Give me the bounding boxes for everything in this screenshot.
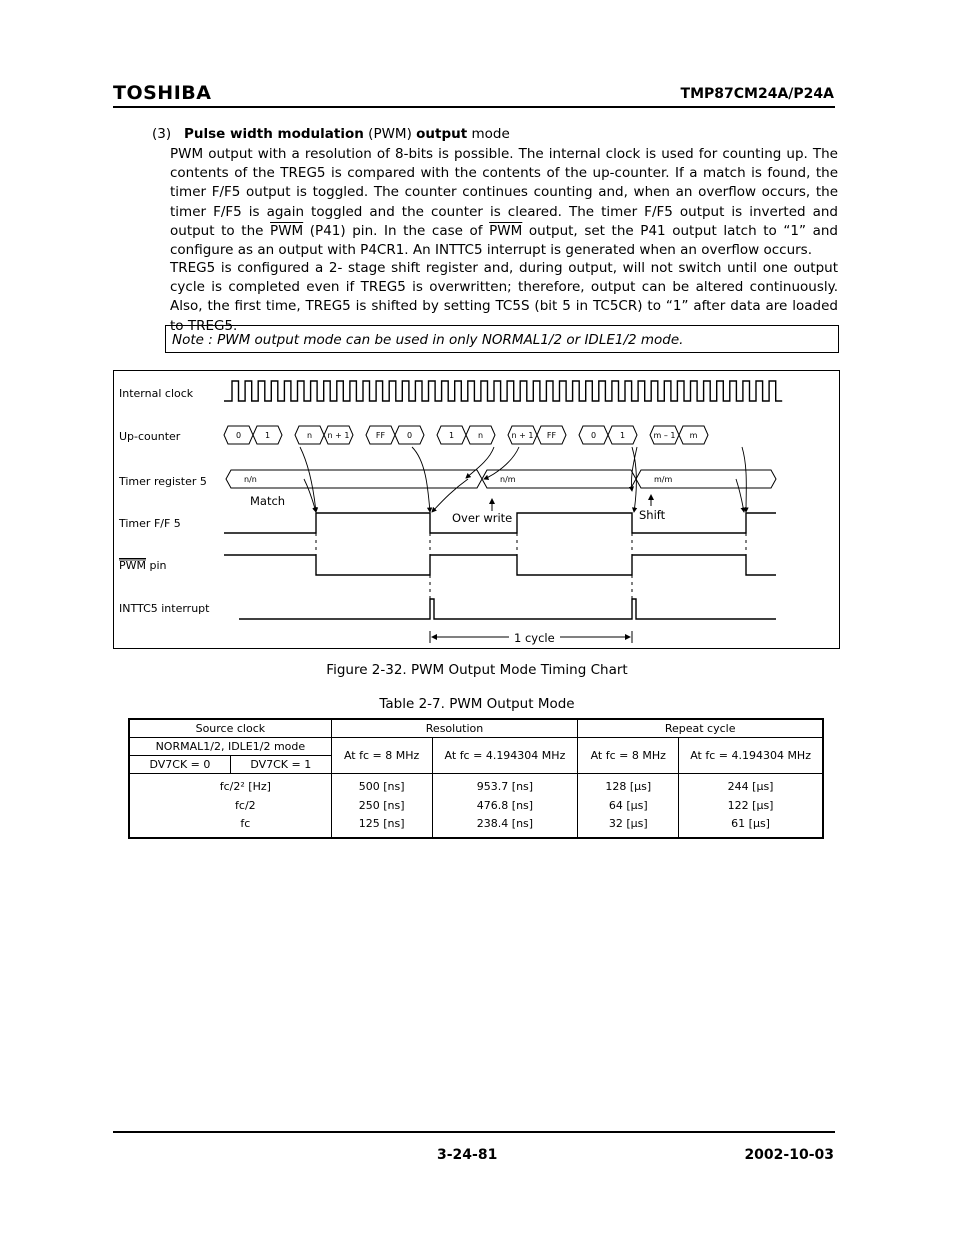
label-timer-ff: Timer F/F 5 [119, 517, 181, 530]
counter-value: 1 [264, 431, 271, 440]
counter-value: 0 [406, 431, 413, 440]
timing-chart [113, 370, 840, 649]
section-number: (3) [152, 126, 172, 142]
pwm-overline-a: $\overline{PWM}$ [270, 222, 304, 239]
counter-value: n + 1 [511, 431, 534, 440]
col-res8 [331, 774, 432, 838]
guide-lines [316, 533, 746, 599]
label-pwm-pin-rest: pin [146, 559, 167, 572]
cell-rep8-2: 32 [μs] [608, 817, 648, 830]
cell-res8-1: 250 [ns] [358, 798, 405, 812]
cell-res8-2: 125 [ns] [358, 817, 405, 830]
document-date: 2002-10-03 [744, 1147, 834, 1163]
register-value: m/m [654, 475, 673, 484]
cell-res4-0: 953.7 [ns] [476, 780, 534, 793]
section-title-bold-1: Pulse width modulation [184, 126, 364, 142]
cell-source-0: fc/2² [Hz] [219, 780, 271, 793]
counter-segment [537, 426, 566, 444]
counter-segment [466, 426, 495, 444]
cell-source-2: fc [240, 817, 251, 830]
up-counter-bus [224, 426, 708, 444]
counter-value: FF [375, 431, 386, 440]
part-number: TMP87CM24A/P24A [680, 86, 834, 102]
annotation-over-write: Over write [452, 511, 513, 525]
counter-segment [295, 426, 324, 444]
counter-segment [579, 426, 608, 444]
counter-segment [366, 426, 395, 444]
paragraph-2: TREG5 is configured a 2- stage shift register and, during output, will not switch until one output cycle is completed even if TREG5 is overwritten; therefore, output can be altered continuously. Also, the first time, TREG5 is shifted by setting TC5S (bit 5 in TC5CR) to “1” after data are loaded to TREG5. [170, 260, 838, 334]
paragraph-1-b: (P41) pin. In the case of [303, 222, 490, 239]
counter-segment [679, 426, 708, 444]
label-internal-clock: Internal clock [119, 387, 194, 400]
section-title-bold-2: output [416, 126, 468, 142]
counter-value: n [477, 431, 484, 440]
section-title-end: mode [471, 126, 510, 142]
inttc5-wave [239, 599, 776, 619]
counter-value: 0 [590, 431, 597, 440]
cell-rep4-0: 244 [μs] [727, 780, 774, 793]
section-heading [152, 126, 510, 142]
counter-value: n + 1 [327, 431, 350, 440]
cell-res4-1: 476.8 [ns] [476, 798, 534, 812]
counter-value: 1 [448, 431, 455, 440]
th-rep-8mhz: At fc = 8 MHz [578, 738, 679, 774]
pwm-overline-b: $\overline{PWM}$ [489, 222, 523, 239]
col-rep8 [578, 774, 679, 838]
cell-res4-2: 238.4 [ns] [476, 817, 534, 830]
counter-value: FF [546, 431, 557, 440]
annotation-shift: Shift [639, 508, 666, 522]
table-title: Table 2-7. PWM Output Mode [379, 696, 575, 712]
register-segment-shape [226, 470, 482, 488]
th-dv7ck-1: DV7CK = 1 [230, 756, 331, 774]
counter-value: n [306, 431, 313, 440]
label-inttc5: INTTC5 interrupt [119, 602, 210, 615]
cell-rep8-0: 128 [μs] [605, 780, 652, 793]
col-res4 [432, 774, 578, 838]
th-rep-4mhz: At fc = 4.194304 MHz [679, 738, 823, 774]
pwm-pin-wave [224, 555, 776, 575]
counter-segment [437, 426, 466, 444]
paragraph-1 [170, 145, 838, 260]
paragraph-1-c: output, set the P41 output latch to “1” and configure as an output with P4CR1. An INTTC5 interrupt is generated when an overflow occurs. [170, 222, 838, 259]
th-source-clock: Source clock [129, 719, 331, 738]
label-pwm-pin-overline: PWM [119, 559, 147, 572]
label-timer-register: Timer register 5 [119, 475, 207, 488]
cell-rep4-1: 122 [μs] [727, 798, 774, 812]
annotation-cycle: 1 cycle [514, 631, 555, 645]
counter-segment [608, 426, 637, 444]
th-res-4mhz: At fc = 4.194304 MHz [432, 738, 578, 774]
counter-value: 0 [235, 431, 242, 440]
timing-chart-svg [114, 371, 841, 650]
section-title-mid: (PWM) [368, 126, 412, 142]
annotation-match: Match [250, 494, 286, 508]
counter-segment [508, 426, 537, 444]
cell-rep8-1: 64 [μs] [608, 798, 648, 812]
col-rep4 [679, 774, 823, 838]
footer-rule [113, 1131, 835, 1133]
internal-clock-wave [224, 381, 782, 401]
counter-segment [224, 426, 253, 444]
paragraph-1-a: PWM output with a resolution of 8-bits is possible. The internal clock is used for counting up. The contents of the TREG5 is compared with the contents of the up-counter. If a match is found, the timer F/F5 output is toggled. The counter continues counting and, when an overflow occurs, the timer F/F5 is again toggled and the counter is cleared. The timer F/F5 output is inverted and output to the [170, 146, 838, 239]
register-value: n/n [244, 475, 257, 484]
th-res-8mhz: At fc = 8 MHz [331, 738, 432, 774]
counter-segment [395, 426, 424, 444]
th-dv7ck-0: DV7CK = 0 [129, 756, 230, 774]
counter-segment [650, 426, 679, 444]
figure-caption: Figure 2-32. PWM Output Mode Timing Chart [326, 662, 628, 678]
note-box: Note : PWM output mode can be used in only NORMAL1/2 or IDLE1/2 mode. [165, 325, 839, 353]
label-pwm-pin [119, 559, 167, 572]
relation-arrows [300, 447, 746, 512]
th-modes: NORMAL1/2, IDLE1/2 mode [129, 738, 331, 756]
th-resolution: Resolution [331, 719, 578, 738]
counter-value: m – 1 [653, 431, 676, 440]
counter-value: m [689, 431, 698, 440]
label-up-counter: Up-counter [119, 430, 181, 443]
company-logo: TOSHIBA [113, 82, 212, 104]
th-repeat-cycle: Repeat cycle [578, 719, 823, 738]
timer-register-bus [226, 470, 776, 488]
page-number: 3-24-81 [437, 1147, 498, 1163]
register-value: n/m [500, 475, 516, 484]
cell-rep4-2: 61 [μs] [731, 817, 770, 830]
cell-res8-0: 500 [ns] [358, 780, 405, 793]
counter-value: 1 [619, 431, 626, 440]
col-source [129, 774, 331, 838]
counter-segment [324, 426, 353, 444]
pwm-output-mode-table [128, 718, 824, 839]
header-rule [113, 106, 835, 108]
counter-segment [253, 426, 282, 444]
cell-source-1: fc/2 [235, 798, 256, 812]
